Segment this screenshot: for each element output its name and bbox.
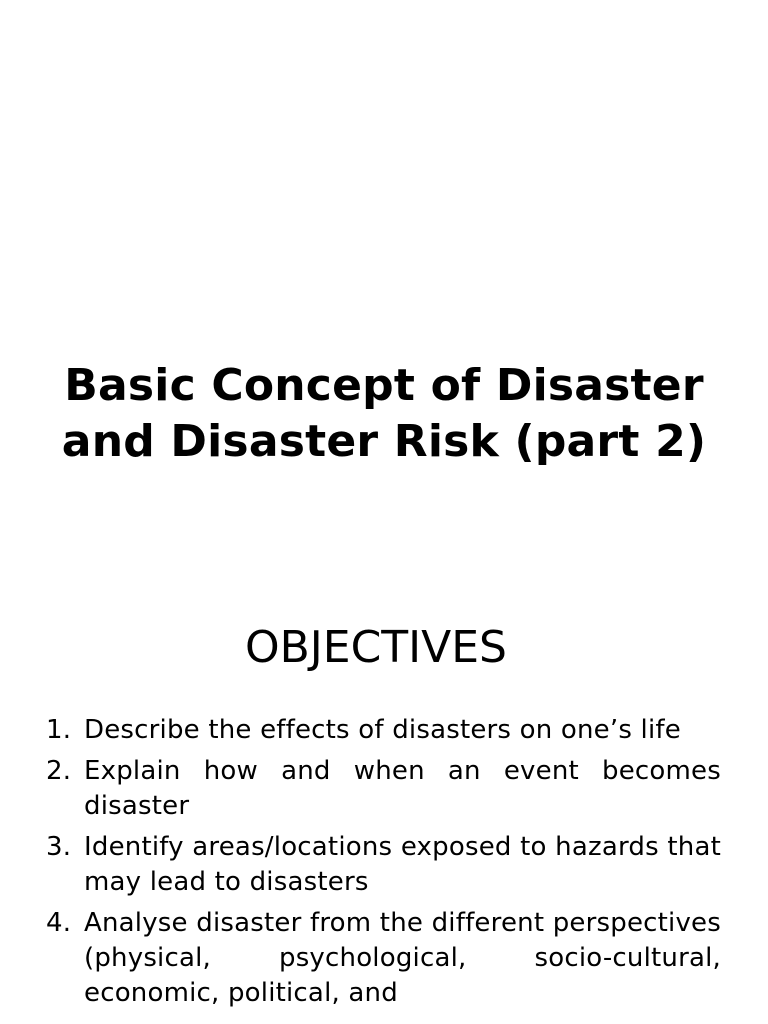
objective-text: Identify areas/locations exposed to hazards that may lead to disasters	[84, 832, 721, 897]
objectives-list	[40, 713, 721, 1017]
objective-number: 2.	[46, 756, 72, 786]
slide-title-line-1: Basic Concept of Disaster	[64, 360, 704, 411]
objective-item-4	[40, 906, 721, 1011]
objective-number: 1.	[46, 715, 72, 745]
objective-item-2	[40, 754, 721, 824]
objectives-heading: OBJECTIVES	[244, 622, 507, 673]
slide-title-line-2: and Disaster Risk (part 2)	[61, 416, 707, 467]
objective-text: Describe the effects of disasters on one’s life	[84, 715, 681, 745]
objective-text: Explain how and when an event becomes disaster	[84, 756, 721, 821]
objective-text: Analyse disaster from the different perspectives (physical, psychological, socio-cultural, economic, political, and	[84, 908, 721, 1008]
objective-number: 4.	[46, 908, 72, 938]
objective-number: 3.	[46, 832, 72, 862]
objective-item-3	[40, 830, 721, 900]
objective-item-1	[40, 713, 721, 748]
slide-title	[0, 358, 768, 470]
